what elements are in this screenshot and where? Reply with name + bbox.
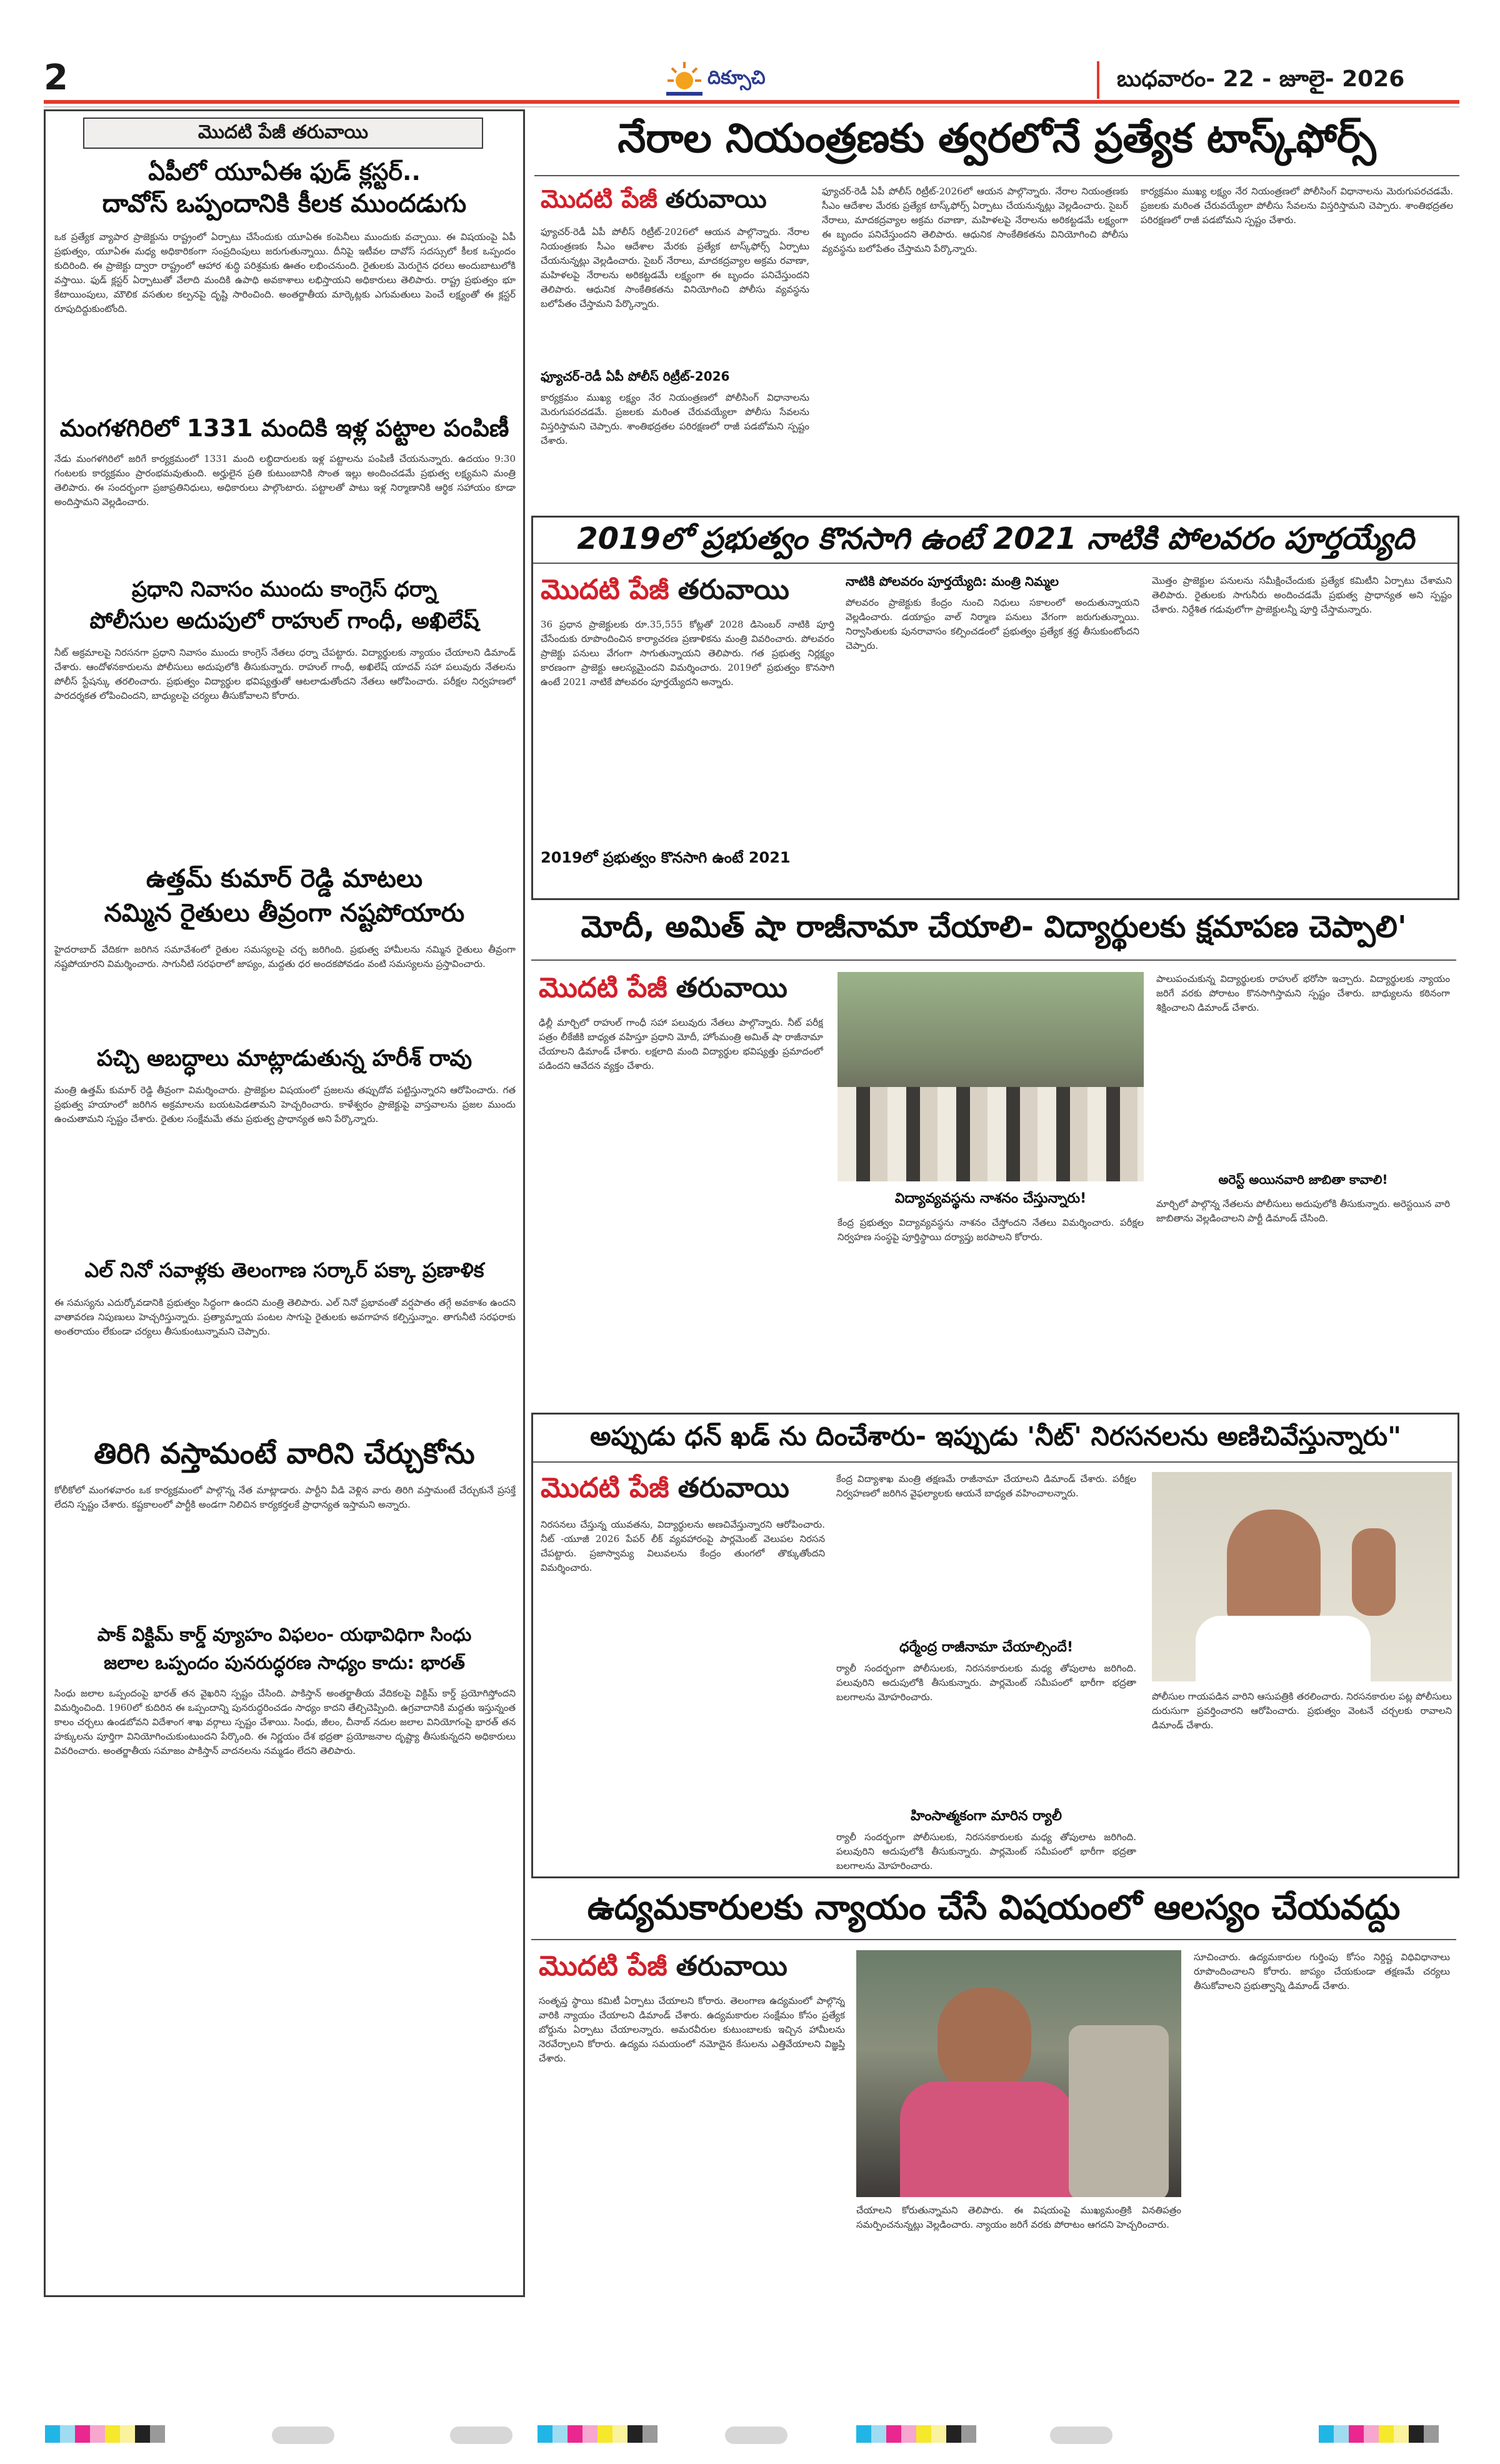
color-registration-bar xyxy=(1319,2425,1462,2444)
article-headline: పాక్ విక్టిమ్ కార్డ్ వ్యూహం విఫలం- యథావిధిగా సింధు xyxy=(97,1624,472,1645)
article-headline: జలాల ఒప్పందం పునరుద్ధరణ సాధ్యం కాదు: భారత్ xyxy=(104,1652,465,1673)
light-cyan-swatch xyxy=(1334,2425,1349,2443)
portrait-body-shape xyxy=(900,2081,1075,2197)
page-number: 2 xyxy=(44,58,68,98)
story-body: ఢిల్లీ మార్చిలో రాహుల్ గాంధీ సహా పలువురు నేతలు పాల్గొన్నారు. నీట్ పరీక్ష పత్రం లీకేజీకి బాధ్యత వహిస్తూ ప్రధాని మోదీ, హోంమంత్రి అమిత్ షా రాజీనామా చేయాలని డిమాండ్ చేశారు. లక్షలాది మంది విద్యార్థుల భవిష్యత్తు ప్రమాదంలో పడిందని ఆవేదన వ్యక్తం చేశారు. xyxy=(539,1017,823,1071)
story-body: కేంద్ర ప్రభుత్వం విద్యావ్యవస్థను నాశనం చేస్తోందని నేతలు విమర్శించారు. పరీక్షల నిర్వహణ సంస్థపై పూర్తిస్థాయి దర్యాప్తు జరపాలని కోరారు. xyxy=(838,1217,1144,1243)
story-headline: 2019లో ప్రభుత్వం కొనసాగి ఉంటే 2021 నాటికి పోలవరం పూర్తయ్యేది xyxy=(577,521,1414,556)
black-swatch xyxy=(1409,2425,1424,2443)
kicker-first-page: మొదటి పేజీ xyxy=(539,1950,668,1982)
issue-date: బుధవారం- 22 - జూలై- 2026 xyxy=(1097,61,1459,99)
story-subhead: ఫ్యూచర్-రెడీ ఏపీ పోలీస్ రిట్రీట్-2026 xyxy=(541,369,730,384)
story-subhead: హింసాత్మకంగా మారిన ర్యాలీ xyxy=(911,1808,1062,1824)
cyan-swatch xyxy=(856,2425,871,2443)
story-headline: ఉద్యమకారులకు న్యాయం చేసే విషయంలో ఆలస్యం చేయవద్దు xyxy=(587,1888,1401,1927)
raised-hand-shape xyxy=(1352,1528,1396,1616)
cyan-swatch xyxy=(45,2425,60,2443)
story-body: సూచించారు. ఉద్యమకారుల గుర్తింపు కోసం నిర్దిష్ట విధివిధానాలు రూపొందించాలని కోరారు. జాప్యం చేయకుండా తక్షణమే చర్యలు తీసుకోవాలని ప్రభుత్వాన్ని డిమాండ్ చేశారు. xyxy=(1194,1951,1450,1991)
story-body: పోలవరం ప్రాజెక్టుకు కేంద్రం నుంచి నిధులు సకాలంలో అందుతున్నాయని వెల్లడించారు. డయాఫ్రం వాల్ నిర్మాణ పనులు వేగంగా జరుగుతున్నాయి. నిర్వాసితులకు పునరావాసం కల్పించడంలో ప్రభుత్వం ప్రత్యేక శ్రద్ధ తీసుకుంటోందని చెప్పారు. xyxy=(846,597,1139,651)
color-registration-bar xyxy=(856,2425,1000,2444)
divider xyxy=(531,1939,1456,1940)
article-headline: ఏపీలో యూఏఈ ఫుడ్ క్లస్టర్.. xyxy=(148,158,421,186)
story-subhead: విద్యావ్యవస్థను నాశనం చేస్తున్నారు! xyxy=(894,1191,1087,1206)
grey-swatch xyxy=(150,2425,165,2443)
divider xyxy=(533,1461,1458,1463)
black-swatch xyxy=(628,2425,642,2443)
story-dhankhar-neet xyxy=(531,1413,1459,1878)
divider xyxy=(534,175,1459,176)
kicker-first-page: మొదటి పేజీ xyxy=(541,184,658,214)
story-task-force xyxy=(534,113,1459,525)
story-body: కార్యక్రమం ముఖ్య లక్ష్యం నేర నియంత్రణలో పోలీసింగ్ విధానాలను మెరుగుపరచడమే. ప్రజలకు మరింత చేరువయ్యేలా పోలీసు సేవలను విస్తరిస్తామని చెప్పారు. శాంతిభద్రతల పరిరక్షణలో రాజీ పడబోమని స్పష్టం చేశారు. xyxy=(1141,186,1453,226)
crowd-shape xyxy=(838,1087,1144,1181)
article-body: నీట్ అక్రమాలపై నిరసనగా ప్రధాని నివాసం ముందు కాంగ్రెస్ నేతలు ధర్నా చేపట్టారు. విద్యార్థులకు న్యాయం చేయాలని డిమాండ్ చేశారు. ఆందోళనకారులను పోలీసులు అదుపులోకి తీసుకున్నారు. రాహుల్ గాంధీ, అఖిలేష్ యాదవ్ సహా పలువురు నేతలను పోలీస్ స్టేషన్కు తరలించారు. ప్రభుత్వం విద్యార్థుల భవిష్యత్తుతో ఆటలాడుతోందని నేతలు ఆరోపించారు. పరీక్షల నిర్వహణలో పారదర్శకత లోపించిందని, బాధ్యులపై చర్యలు తీసుకోవాలని కోరారు. xyxy=(54,647,516,701)
kicker-first-page: మొదటి పేజీ xyxy=(541,1472,669,1504)
article-body: కోలీకోలో మంగళవారం ఒక కార్యక్రమంలో పాల్గొన్న నేత మాట్లాడారు. పార్టీని వీడి వెళ్లిన వారు తిరిగి వస్తామంటే చేర్చుకునే ప్రసక్తే లేదని స్పష్టం చేశారు. కష్టకాలంలో పార్టీకి అండగా నిలిచిన కార్యకర్తలకే ప్రాధాన్యత ఇస్తామని అన్నారు. xyxy=(54,1485,516,1510)
story-footer-line: 2019లో ప్రభుత్వం కొనసాగి ఉంటే 2021 xyxy=(541,849,791,866)
yellow-swatch xyxy=(916,2425,931,2443)
kicker-continued: తరువాయి xyxy=(676,1950,788,1982)
portrait-shape xyxy=(938,1988,1031,2094)
kicker-continued: తరువాయి xyxy=(678,1472,789,1504)
grey-swatch xyxy=(642,2425,658,2443)
yellow-swatch xyxy=(598,2425,612,2443)
story-headline: అప్పుడు ధన్ ఖడ్ ను దించేశారు- ఇప్పుడు 'నీట్' నిరసనలను అణిచివేస్తున్నారు" xyxy=(590,1421,1401,1451)
kicker-continued: తరువాయి xyxy=(678,574,789,606)
article-headline: నమ్మిన రైతులు తీవ్రంగా నష్టపోయారు xyxy=(104,899,465,928)
story-subhead: అరెస్ట్ అయినవారి జాబితా కావాలి! xyxy=(1218,1172,1388,1187)
left-column xyxy=(44,109,525,2297)
story-body: మొత్తం ప్రాజెక్టుల పనులను సమీక్షించేందుకు ప్రత్యేక కమిటీని ఏర్పాటు చేశామని తెలిపారు. రైతులకు సాగునీరు అందించడమే ప్రభుత్వ ప్రాధాన్యత అని స్పష్టం చేశారు. నిర్దేశిత గడువులోగా ప్రాజెక్టులన్నీ పూర్తి చేస్తామన్నారు. xyxy=(1152,575,1452,615)
light-yellow-swatch xyxy=(931,2425,946,2443)
divider xyxy=(531,959,1456,961)
light-magenta-swatch xyxy=(582,2425,598,2443)
masthead-logo xyxy=(662,59,838,103)
light-cyan-swatch xyxy=(871,2425,886,2443)
yellow-swatch xyxy=(105,2425,120,2443)
grey-swatch xyxy=(1424,2425,1439,2443)
article-headline: ఎల్ నినో సవాళ్లకు తెలంగాణ సర్కార్ పక్కా ప్రణాళిక xyxy=(84,1258,484,1282)
yellow-swatch xyxy=(1379,2425,1394,2443)
article-headline: దావోస్ ఒప్పందానికి కీలక ముందడుగు xyxy=(102,189,467,218)
protest-photo xyxy=(838,972,1144,1181)
article-body: సింధు జలాల ఒప్పందంపై భారత్ తన వైఖరిని స్పష్టం చేసింది. పాకిస్తాన్ అంతర్జాతీయ వేదికలపై విక్టిమ్ కార్డ్ ప్రయోగిస్తోందని విమర్శించింది. 1960లో కుదిరిన ఈ ఒప్పందాన్ని పునరుద్ధరించడం సాధ్యం కాదని తేల్చిచెప్పింది. ఉగ్రవాదానికి మద్దతు ఇస్తున్నంత కాలం చర్చలు ఉండబోవని విదేశాంగ శాఖ వర్గాలు స్పష్టం చేశాయి. సింధు, జీలం, చీనాబ్ నదుల జలాల వినియోగంపై భారత్ తన హక్కులను పూర్తిగా వినియోగించుకుంటుందని పేర్కొంది. ఈ నిర్ణయం దేశ భద్రతా ప్రయోజనాల దృష్ట్యా తీసుకున్నదని అధికారులు వివరించారు. అంతర్జాతీయ సమాజం పాకిస్తాన్ వాదనలను నమ్మడం లేదని తెలిపారు. xyxy=(54,1688,516,1756)
story-headline: మోదీ, అమిత్ షా రాజీనామా చేయాలి- విద్యార్థులకు క్షమాపణ చెప్పాలి' xyxy=(581,909,1407,944)
story-body: పోలీసుల గాయపడిన వారిని ఆసుపత్రికి తరలించారు. నిరసనకారుల పట్ల పోలీసులు దురుసుగా ప్రవర్తించారని ఆరోపించారు. ప్రభుత్వం వెంటనే చర్చలకు రావాలని డిమాండ్ చేశారు. xyxy=(1152,1691,1452,1731)
light-magenta-swatch xyxy=(1364,2425,1379,2443)
article-body: ఈ సమస్యను ఎదుర్కోవడానికి ప్రభుత్వం సిద్ధంగా ఉందని మంత్రి తెలిపారు. ఎల్ నినో ప్రభావంతో వర్షపాతం తగ్గే అవకాశం ఉందని వాతావరణ నిపుణులు హెచ్చరిస్తున్నారు. ప్రత్యామ్నాయ పంటల సాగుపై రైతులకు అవగాహన కల్పిస్తున్నాం. తాగునీటి సరఫరాకు అంతరాయం లేకుండా చర్యలు తీసుకుంటున్నామని చెప్పారు. xyxy=(54,1297,516,1337)
article-body: ఒక ప్రత్యేక వ్యాపార ప్రాజెక్టును రాష్ట్రంలో ఏర్పాటు చేసేందుకు యూఏఈ కంపెనీలు ముందుకు వచ్చాయి. ఈ విషయంపై ఏపీ ప్రభుత్వం, యూఏఈ మధ్య అధికారికంగా సంప్రదింపులు జరుగుతున్నాయి. దీనిపై ఇటీవల దావోస్ సదస్సులో కీలక ఒప్పందం కుదిరింది. ఈ ప్రాజెక్టు ద్వారా రాష్ట్రంలో ఆహార శుద్ధి పరిశ్రమకు ఊతం లభించనుంది. రైతులకు మెరుగైన ధరలు అందుబాటులోకి వస్తాయి. ఫుడ్ క్లస్టర్ ఏర్పాటుతో వేలాది మందికి ఉపాధి అవకాశాలు లభిస్తాయని అధికారులు తెలిపారు. రాష్ట్ర ప్రభుత్వం భూ కేటాయింపులు, మౌలిక వసతుల కల్పనపై దృష్టి సారించింది. అంతర్జాతీయ మార్కెట్లకు ఎగుమతులు పెంచే లక్ష్యంతో ఈ క్లస్టర్ రూపుదిద్దుకుంటోంది. xyxy=(54,231,516,314)
story-body: నిరసనలు చేస్తున్న యువతను, విద్యార్థులను అణచివేస్తున్నారని ఆరోపించారు. నీట్ -యూజీ 2026 పేపర్ లీక్ వ్యవహారంపై పార్లమెంట్ వెలుపల నిరసన చేపట్టారు. ప్రజాస్వామ్య విలువలను కేంద్రం తుంగలో తొక్కుతోందని విమర్శించారు. xyxy=(541,1519,825,1573)
black-swatch xyxy=(135,2425,150,2443)
magenta-swatch xyxy=(75,2425,90,2443)
header-rule xyxy=(44,100,1459,104)
story-body: మార్చిలో పాల్గొన్న నేతలను పోలీసులు అదుపులోకి తీసుకున్నారు. అరెస్టయిన వారి జాబితాను వెల్లడించాలని పార్టీ డిమాండ్ చేసింది. xyxy=(1156,1198,1450,1224)
article-headline: తిరిగి వస్తామంటే వారిని చేర్చుకోను xyxy=(94,1436,475,1470)
article-headline: మంగళగిరిలో 1331 మందికి ఇళ్ల పట్టాల పంపిణీ xyxy=(59,414,509,442)
article-headline: పోలీసుల అదుపులో రాహుల్ గాంధీ, అఖిలేష్ xyxy=(89,608,479,634)
story-body: కార్యక్రమం ముఖ్య లక్ష్యం నేర నియంత్రణలో పోలీసింగ్ విధానాలను మెరుగుపరచడమే. ప్రజలకు మరింత చేరువయ్యేలా పోలీసు సేవలను విస్తరిస్తామని చెప్పారు. శాంతిభద్రతల పరిరక్షణలో రాజీ పడబోమని స్పష్టం చేశారు. xyxy=(541,392,809,446)
story-body: ఫ్యూచర్-రెడీ ఏపీ పోలీస్ రిట్రీట్-2026లో ఆయన పాల్గొన్నారు. నేరాల నియంత్రణకు సీఎం ఆదేశాల మేరకు ప్రత్యేక టాస్క్‌ఫోర్స్ ఏర్పాటు చేయనున్నట్లు వెల్లడించారు. సైబర్ నేరాలు, మాదకద్రవ్యాల అక్రమ రవాణా, మహిళలపై నేరాలను అరికట్టడమే లక్ష్యంగా ఈ బృందం పనిచేస్తుందని తెలిపారు. ఆధునిక సాంకేతికతను వినియోగించి పోలీసు వ్యవస్థను బలోపేతం చేస్తామని పేర్కొన్నారు. xyxy=(541,226,809,309)
story-subhead: నాటికి పోలవరం పూర్తయ్యేది: మంత్రి నిమ్మల xyxy=(846,574,1059,589)
story-body: పాలుపంచుకున్న విద్యార్థులకు రాహుల్ భరోసా ఇచ్చారు. విద్యార్థులకు న్యాయం జరిగే వరకు పోరాటం కొనసాగిస్తామని స్పష్టం చేశారు. బాధ్యులను కఠినంగా శిక్షించాలని డిమాండ్ చేశారు. xyxy=(1156,973,1450,1013)
kicker-continued: తరువాయి xyxy=(665,184,767,214)
story-headline: నేరాల నియంత్రణకు త్వరలోనే ప్రత్యేక టాస్క్‌ఫోర్స్ xyxy=(618,116,1376,162)
story-body: 36 ప్రధాన ప్రాజెక్టులకు రూ.35,555 కోట్లతో 2028 డిసెంబర్ నాటికి పూర్తి చేసేందుకు రూపొందించిన కార్యాచరణ ప్రణాళికను మంత్రి వివరించారు. పోలవరం ప్రాజెక్టు పనులు వేగంగా సాగుతున్నాయని తెలిపారు. గత ప్రభుత్వ నిర్లక్ష్యం కారణంగా ప్రాజెక్టు ఆలస్యమైందని విమర్శించారు. 2019లో ప్రభుత్వం కొనసాగి ఉంటే 2021 నాటికే పోలవరం పూర్తయ్యేదని అన్నారు. xyxy=(541,619,834,688)
speaker-photo xyxy=(1152,1472,1452,1681)
continued-tag: మొదటి పేజీ తరువాయి xyxy=(83,118,483,149)
continued-kicker xyxy=(539,972,826,1011)
kicker-first-page: మొదటి పేజీ xyxy=(541,574,669,606)
color-registration-bar xyxy=(45,2425,189,2444)
light-cyan-swatch xyxy=(60,2425,75,2443)
article-headline: ఉత్తమ్ కుమార్ రెడ్డి మాటలు xyxy=(146,864,423,893)
registration-pill xyxy=(272,2426,334,2444)
continued-kicker xyxy=(541,184,803,220)
registration-pill xyxy=(725,2426,788,2444)
magenta-swatch xyxy=(568,2425,582,2443)
portrait-body-shape xyxy=(1196,1616,1371,1681)
story-subhead: ధర్మేంద్ర రాజీనామా చేయాల్సిందే! xyxy=(899,1640,1073,1655)
magenta-swatch xyxy=(1349,2425,1364,2443)
story-body: ర్యాలీ సందర్భంగా పోలీసులకు, నిరసనకారులకు మధ్య తోపులాట జరిగింది. పలువురిని అదుపులోకి తీసుకున్నారు. పార్లమెంట్ సమీపంలో భారీగా భద్రతా బలగాలను మోహరించారు. xyxy=(836,1831,1136,1871)
light-yellow-swatch xyxy=(120,2425,135,2443)
story-body: కేంద్ర విద్యాశాఖ మంత్రి తక్షణమే రాజీనామా చేయాలని డిమాండ్ చేశారు. పరీక్షల నిర్వహణలో జరిగిన వైఫల్యాలకు ఆయనే బాధ్యత వహించాలన్నారు. xyxy=(836,1473,1136,1499)
article-body: మంత్రి ఉత్తమ్ కుమార్ రెడ్డి తీవ్రంగా విమర్శించారు. ప్రాజెక్టుల విషయంలో ప్రజలను తప్పుదోవ పట్టిస్తున్నారని ఆరోపించారు. గత ప్రభుత్వ హయాంలో జరిగిన అక్రమాలను బయటపెడతామని హెచ్చరించారు. కాళేశ్వరం ప్రాజెక్టుపై వాస్తవాలను ప్రజల ముందు ఉంచుతామని స్పష్టం చేశారు. రైతుల సంక్షేమమే తమ ప్రభుత్వ ప్రాధాన్యత అని పేర్కొన్నారు. xyxy=(54,1084,516,1124)
light-yellow-swatch xyxy=(1394,2425,1409,2443)
grey-swatch xyxy=(961,2425,976,2443)
header-rule-thin xyxy=(44,106,1459,108)
color-registration-bar xyxy=(538,2425,681,2444)
light-cyan-swatch xyxy=(552,2425,568,2443)
background-person-shape xyxy=(1069,2025,1169,2197)
story-activists xyxy=(531,1888,1459,2300)
portrait-shape xyxy=(1227,1510,1321,1628)
story-polavaram xyxy=(531,516,1459,900)
cyan-swatch xyxy=(1319,2425,1334,2443)
story-body: సంతృప్త స్థాయి కమిటీ ఏర్పాటు చేయాలని కోరారు. తెలంగాణ ఉద్యమంలో పాల్గొన్న వారికి న్యాయం చేయాలని డిమాండ్ చేశారు. ఉద్యమకారుల సంక్షేమం కోసం ప్రత్యేక బోర్డును ఏర్పాటు చేయాలన్నారు. అమరవీరుల కుటుంబాలకు ఇచ్చిన హామీలను నెరవేర్చాలని కోరారు. ఉద్యమ సమయంలో నమోదైన కేసులను ఎత్తివేయాలని విజ్ఞప్తి చేశారు. xyxy=(539,1995,845,2064)
article-body: హైదరాబాద్ వేదికగా జరిగిన సమావేశంలో రైతుల సమస్యలపై చర్చ జరిగింది. ప్రభుత్వ హామీలను నమ్మిన రైతులు తీవ్రంగా నష్టపోయారని విమర్శించారు. సాగునీటి సరఫరాలో జాప్యం, మద్దతు ధర అందకపోవడం వంటి సమస్యలను ప్రస్తావించారు. xyxy=(54,944,516,969)
black-swatch xyxy=(946,2425,961,2443)
article-body: నేడు మంగళగిరిలో జరిగే కార్యక్రమంలో 1331 మంది లబ్ధిదారులకు ఇళ్ల పట్టాలను పంపిణీ చేయనున్నారు. ఉదయం 9:30 గంటలకు కార్యక్రమం ప్రారంభమవుతుంది. అర్హులైన ప్రతి కుటుంబానికి సొంత ఇల్లు అందించడమే ప్రభుత్వ లక్ష్యమని మంత్రి తెలిపారు. ఈ సందర్భంగా ప్రజాప్రతినిధులు, అధికారులు పాల్గొంటారు. పట్టాలతో పాటు ఇళ్ల నిర్మాణానికి ఆర్థిక సహాయం కూడా అందిస్తామని వెల్లడించారు. xyxy=(54,453,516,508)
kicker-continued: తరువాయి xyxy=(676,972,788,1004)
registration-pill xyxy=(450,2426,512,2444)
cyan-swatch xyxy=(538,2425,552,2443)
leader-photo xyxy=(856,1950,1181,2197)
registration-pill xyxy=(1050,2426,1112,2444)
story-neet-resign xyxy=(531,909,1459,1410)
magenta-swatch xyxy=(886,2425,901,2443)
continued-kicker xyxy=(541,1472,828,1511)
story-body: ర్యాలీ సందర్భంగా పోలీసులకు, నిరసనకారులకు మధ్య తోపులాట జరిగింది. పలువురిని అదుపులోకి తీసుకున్నారు. పార్లమెంట్ సమీపంలో భారీగా భద్రతా బలగాలను మోహరించారు. xyxy=(836,1663,1136,1703)
article-headline: ప్రధాని నివాసం ముందు కాంగ్రెస్ ధర్నా xyxy=(131,577,438,602)
light-yellow-swatch xyxy=(612,2425,628,2443)
light-magenta-swatch xyxy=(901,2425,916,2443)
continued-kicker xyxy=(539,1950,826,1989)
story-body: చేయాలని కోరుతున్నామని తెలిపారు. ఈ విషయంపై ముఖ్యమంత్రికి వినతిపత్రం సమర్పించనున్నట్లు వెల్లడించారు. న్యాయం జరిగే వరకు పోరాటం ఆగదని హెచ్చరించారు. xyxy=(856,2205,1181,2230)
sun-logo-icon xyxy=(662,59,706,98)
story-body: ఫ్యూచర్-రెడీ ఏపీ పోలీస్ రిట్రీట్-2026లో ఆయన పాల్గొన్నారు. నేరాల నియంత్రణకు సీఎం ఆదేశాల మేరకు ప్రత్యేక టాస్క్‌ఫోర్స్ ఏర్పాటు చేయనున్నట్లు వెల్లడించారు. సైబర్ నేరాలు, మాదకద్రవ్యాల అక్రమ రవాణా, మహిళలపై నేరాలను అరికట్టడమే లక్ష్యంగా ఈ బృందం పనిచేస్తుందని తెలిపారు. ఆధునిక సాంకేతికతను వినియోగించి పోలీసు వ్యవస్థను బలోపేతం చేస్తామని పేర్కొన్నారు. xyxy=(822,186,1128,254)
article-headline: పచ్చి అబద్ధాలు మాట్లాడుతున్న హరీశ్ రావు xyxy=(96,1046,472,1071)
kicker-first-page: మొదటి పేజీ xyxy=(539,972,668,1004)
light-magenta-swatch xyxy=(90,2425,105,2443)
logo-text: దిక్సూచి xyxy=(708,67,766,89)
divider xyxy=(533,563,1458,564)
continued-kicker xyxy=(541,574,828,613)
